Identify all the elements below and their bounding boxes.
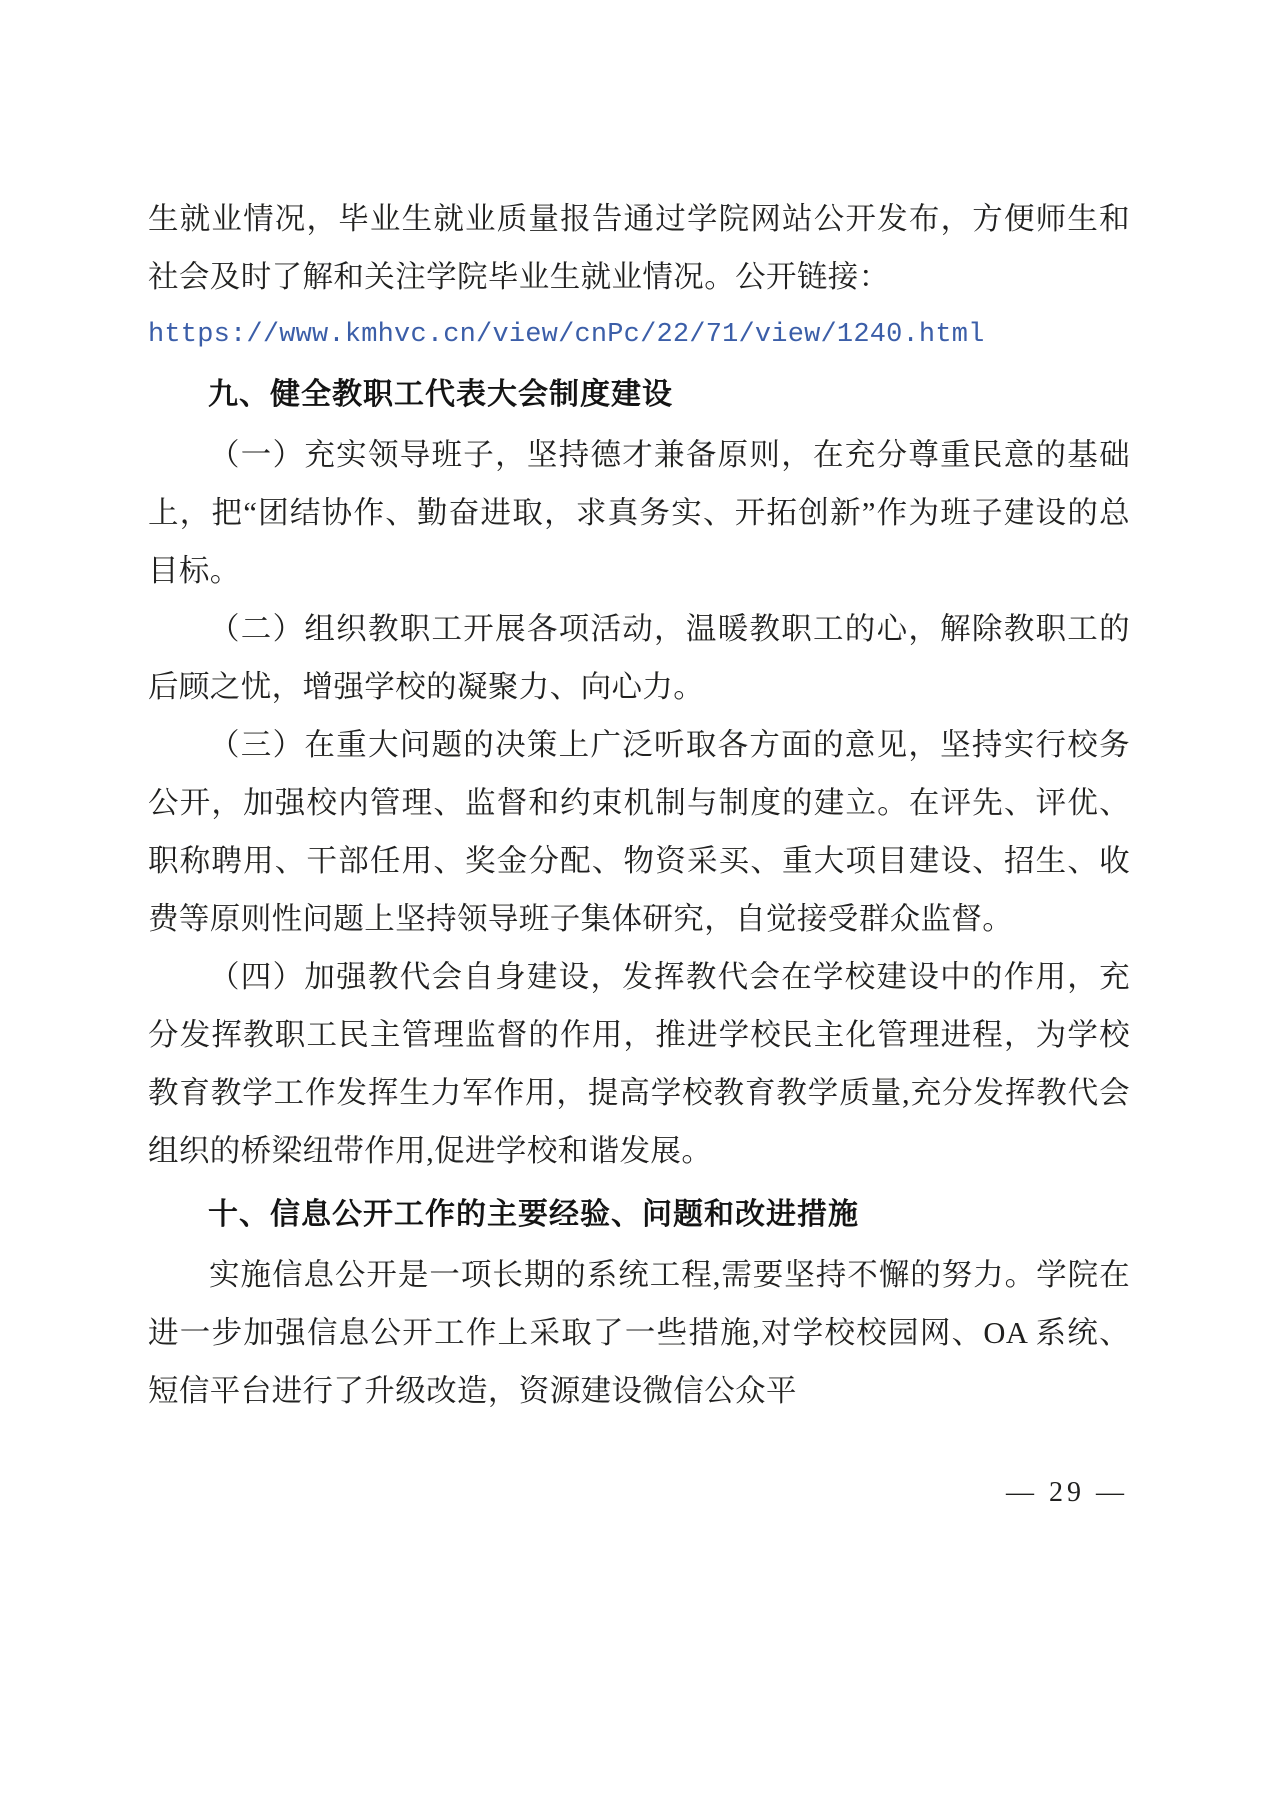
- paragraph-closing: 实施信息公开是一项长期的系统工程,需要坚持不懈的努力。学院在进一步加强信息公开工作上采取了一些措施,对学校校园网、OA 系统、短信平台进行了升级改造，资源建设微信公众平: [148, 1258, 1130, 1408]
- section-heading-ten: 十、信息公开工作的主要经验、问题和改进措施: [208, 1197, 859, 1232]
- section-heading-nine: 九、健全教职工代表大会制度建设: [208, 377, 673, 412]
- paragraph-continuation: 生就业情况，毕业生就业质量报告通过学院网站公开发布，方便师生和社会及时了解和关注学院毕业生就业情况。公开链接：: [148, 202, 1130, 294]
- paragraph-item-two: （二）组织教职工开展各项活动，温暖教职工的心，解除教职工的后顾之忧，增强学校的凝聚力、向心力。: [148, 612, 1130, 704]
- paragraph-item-four: （四）加强教代会自身建设，发挥教代会在学校建设中的作用，充分发挥教职工民主管理监督的作用，推进学校民主化管理进程，为学校教育教学工作发挥生力军作用，提高学校教育教学质量,充分发挥教代会组织的桥梁纽带作用,促进学校和谐发展。: [148, 960, 1130, 1168]
- document-body: [148, 190, 1130, 1420]
- public-link-url[interactable]: https://www.kmhvc.cn/view/cnPc/22/71/view/1240.html: [148, 320, 985, 350]
- paragraph-item-one: （一）充实领导班子，坚持德才兼备原则，在充分尊重民意的基础上，把“团结协作、勤奋进取，求真务实、开拓创新”作为班子建设的总目标。: [148, 438, 1130, 588]
- paragraph-item-three: （三）在重大问题的决策上广泛听取各方面的意见，坚持实行校务公开，加强校内管理、监督和约束机制与制度的建立。在评先、评优、职称聘用、干部任用、奖金分配、物资采买、重大项目建设、招生、收费等原则性问题上坚持领导班子集体研究，自觉接受群众监督。: [148, 728, 1130, 936]
- page-number: — 29 —: [1006, 1477, 1128, 1508]
